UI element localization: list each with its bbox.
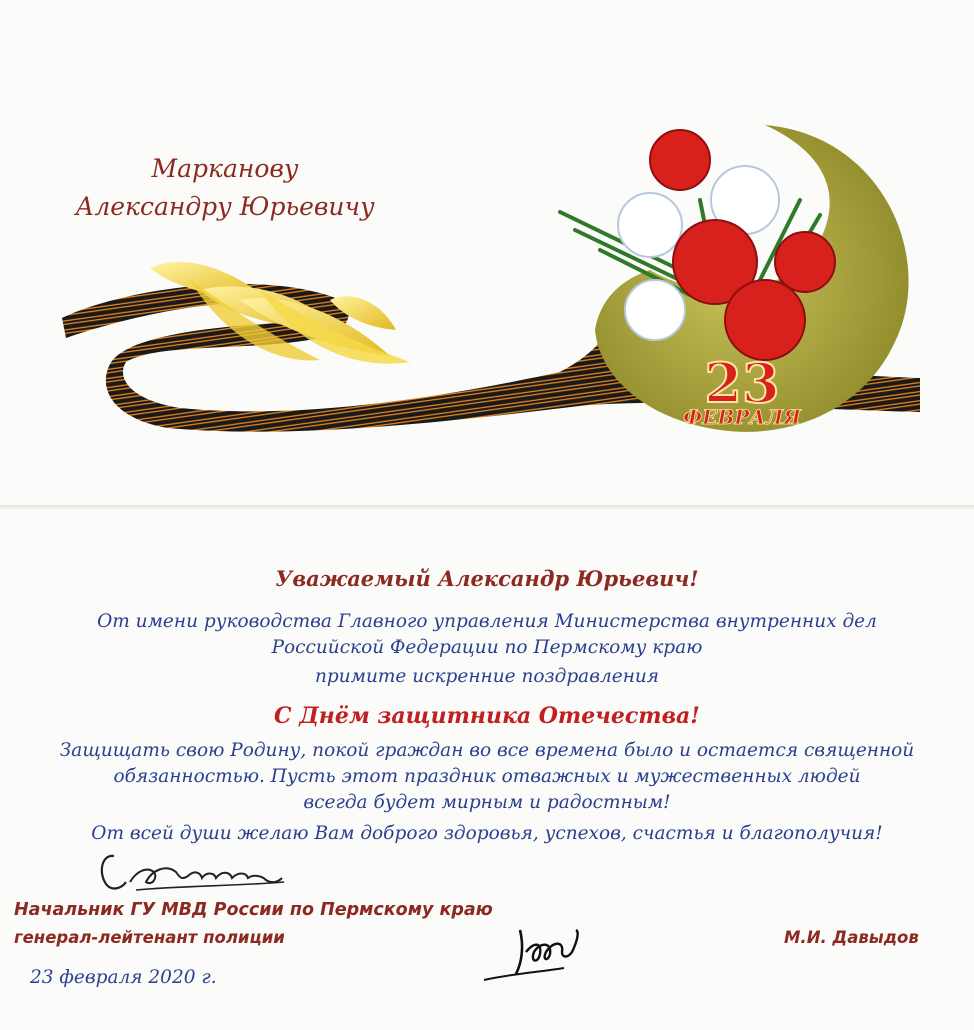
recipient-surname: Марканову	[151, 154, 299, 183]
letter-intro-line-2: Российской Федерации по Пермскому краю	[271, 637, 703, 658]
badge-day: 23	[704, 351, 780, 415]
letter-intro-line-3: примите искренние поздравления	[314, 666, 660, 687]
holiday-artwork	[0, 0, 974, 505]
letter-wish: От всей души желаю Вам доброго здоровья, успехов, счастья и благополучия!	[91, 823, 883, 844]
badge-month: ФЕВРАЛЯ	[683, 405, 801, 429]
letter-paragraph-line-2: обязанностью. Пусть этот праздник отважных и мужественных людей	[113, 766, 861, 787]
letter-holiday-title: С Днём защитника Отечества!	[274, 703, 700, 729]
signer-name: М.И. Давыдов	[784, 928, 919, 947]
handwritten-closing	[96, 842, 296, 902]
letter-greeting: Уважаемый Александр Юрьевич!	[275, 566, 699, 591]
letter-paragraph-line-1: Защищать свою Родину, покой граждан во все времена было и остается священной	[59, 740, 915, 761]
recipient-name: Александру Юрьевичу	[75, 192, 375, 221]
letter-paragraph-line-3: всегда будет мирным и радостным!	[303, 792, 671, 813]
letter-intro-line-1: От имени руководства Главного управления Министерства внутренних дел	[97, 611, 877, 632]
card-fold-line	[0, 505, 974, 509]
handwritten-signature	[480, 912, 610, 992]
signer-position: Начальник ГУ МВД России по Пермскому краю	[14, 900, 493, 920]
letter-date: 23 февраля 2020 г.	[30, 967, 217, 988]
signer-rank: генерал-лейтенант полиции	[14, 928, 285, 947]
